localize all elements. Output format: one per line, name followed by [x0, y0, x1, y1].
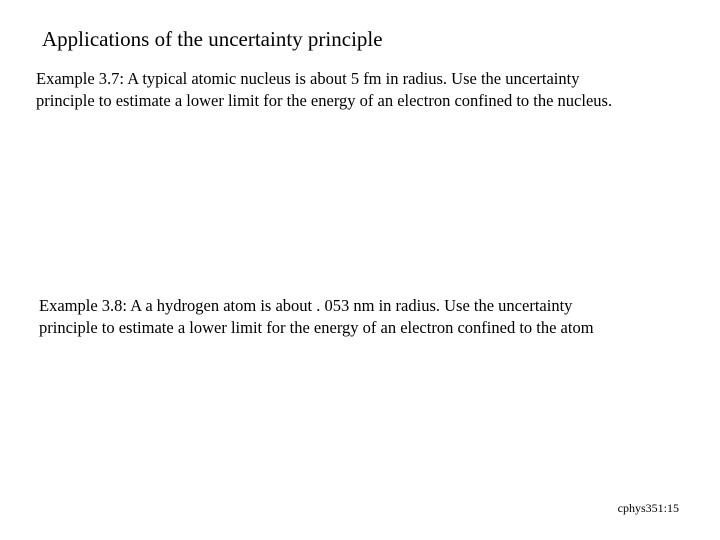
slide-title: Applications of the uncertainty principle	[42, 27, 383, 51]
example-3-8-line-2: principle to estimate a lower limit for the energy of an electron confined to the atom	[39, 318, 594, 337]
slide-footer: cphys351:15	[617, 501, 679, 515]
example-3-7-line-1: Example 3.7: A typical atomic nucleus is about 5 fm in radius. Use the uncertainty	[36, 69, 580, 88]
example-3-8-line-1: Example 3.8: A a hydrogen atom is about . 053 nm in radius. Use the uncertainty	[39, 296, 573, 315]
example-3-7	[36, 68, 612, 112]
example-3-7-line-2: principle to estimate a lower limit for the energy of an electron confined to the nucleus.	[36, 91, 613, 110]
example-3-8	[39, 295, 594, 339]
